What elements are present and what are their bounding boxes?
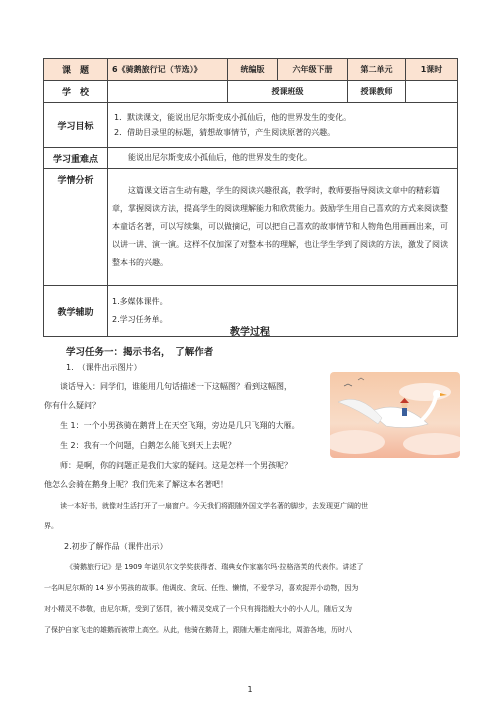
header-row bbox=[44, 59, 458, 81]
lesson-plan-table bbox=[43, 58, 458, 337]
class-label: 授课班级 bbox=[228, 81, 348, 103]
school-value bbox=[108, 81, 228, 103]
aids-label: 教学辅助 bbox=[44, 286, 108, 337]
student2: 生 2：我有一个问题，白鹅怎么能飞到天上去呢？ bbox=[60, 441, 236, 450]
analysis-row bbox=[44, 169, 458, 286]
edition: 统编版 bbox=[228, 59, 278, 81]
course-label: 课 题 bbox=[44, 59, 108, 81]
goals-label: 学习目标 bbox=[44, 103, 108, 148]
analysis-text: 这篇课文语言生动有趣，学生的阅读兴趣很高，教学时，教师要指导阅读文章中的精彩篇章，掌握阅读方法，提高学生的阅读理解能力和欣赏能力。鼓励学生用自己喜欢的方式来阅读整本童话名著，可以写续集，可以做摘记，可以把自己喜欢的故事情节和人物角色用画画出来，可以讲一讲、演一演。这样不仅加深了对整本书的理解，也让学生学到了阅读的方法，激发了阅读整本书的兴趣。 bbox=[108, 169, 458, 286]
analysis-label: 学情分析 bbox=[44, 169, 108, 286]
goose-flight-illustration bbox=[330, 372, 460, 458]
page-number: 1 bbox=[247, 685, 253, 694]
focus-row bbox=[44, 148, 458, 169]
goose-head bbox=[433, 390, 441, 398]
step2: 2.初步了解作品（课件出示） bbox=[64, 542, 168, 551]
goal-item: 1．默读课文，能说出尼尔斯变成小孤仙后，他的世界发生的变化。 bbox=[114, 113, 352, 122]
student1: 生 1：一个小男孩骑在鹅背上在天空飞翔，旁边是几只飞翔的大雁。 bbox=[60, 421, 300, 430]
goals-cell bbox=[108, 103, 458, 148]
work-line4: 了保护自家飞走的雄鹅而被带上高空。从此，他骑在鹅背上，跟随大雁走南闯北，周游各地，历时八 bbox=[44, 626, 352, 634]
course-title: 6《骑鹅旅行记（节选）》 bbox=[108, 59, 228, 81]
step1: 1. （课件出示图片） bbox=[66, 363, 142, 372]
goal-item: 2．借助目录里的标题，猜想故事情节，产生阅读原著的兴趣。 bbox=[114, 128, 336, 137]
work-line3: 对小精灵不恭敬，由尼尔斯，受到了惩罚，被小精灵变成了一个只有拇指般大小的小人儿，随后又为 bbox=[44, 605, 352, 613]
boy-body bbox=[402, 408, 407, 416]
unit: 第二单元 bbox=[348, 59, 406, 81]
focus-text: 能说出尼尔斯变成小孤仙后，他的世界发生的变化。 bbox=[108, 148, 458, 169]
process-title: 教学过程 bbox=[230, 327, 270, 338]
teacher1: 师：是啊，你的问题正是我们大家的疑问。这是怎样一个男孩呢？ bbox=[60, 461, 292, 470]
work-line2: 一名叫尼尔斯的 14 岁小男孩的故事。他调皮、贪玩、任性、懒惰，不爱学习，喜欢捉弄小动物，因为 bbox=[44, 584, 359, 592]
cloud-shape bbox=[399, 383, 451, 401]
teacher2: 他怎么会骑在鹅身上呢？我们先来了解这本名著吧！ bbox=[44, 480, 228, 489]
teacher-label: 授课教师 bbox=[348, 81, 406, 103]
hours: 1课时 bbox=[406, 59, 458, 81]
teacher-value bbox=[406, 81, 458, 103]
task1-heading: 学习任务一：揭示书名， 了解作者 bbox=[66, 347, 214, 358]
focus-label: 学习重难点 bbox=[44, 148, 108, 169]
intro-line1: 谈话导入：同学们，谁能用几句话描述一下这幅图？看到这幅图， bbox=[60, 382, 292, 391]
intro-line2: 你有什么疑问？ bbox=[44, 401, 100, 410]
quote-line1: 读一本好书，就像对生活打开了一扇窗户。今天我们将跟随外国文学名著的脚步，去发现更广阔的世 bbox=[60, 502, 368, 510]
grade: 六年级下册 bbox=[278, 59, 348, 81]
school-row bbox=[44, 81, 458, 103]
aid-item: 1.多媒体课件。 bbox=[112, 297, 168, 306]
work-line1: 《骑鹅旅行记》是 1909 年诺贝尔文学奖获得者、瑞典女作家塞尔玛·拉格洛芙的代表作。讲述了 bbox=[66, 563, 364, 571]
school-label: 学 校 bbox=[44, 81, 108, 103]
quote-line2: 界。 bbox=[44, 522, 58, 530]
goals-row bbox=[44, 103, 458, 148]
aid-item: 2.学习任务单。 bbox=[112, 315, 168, 324]
